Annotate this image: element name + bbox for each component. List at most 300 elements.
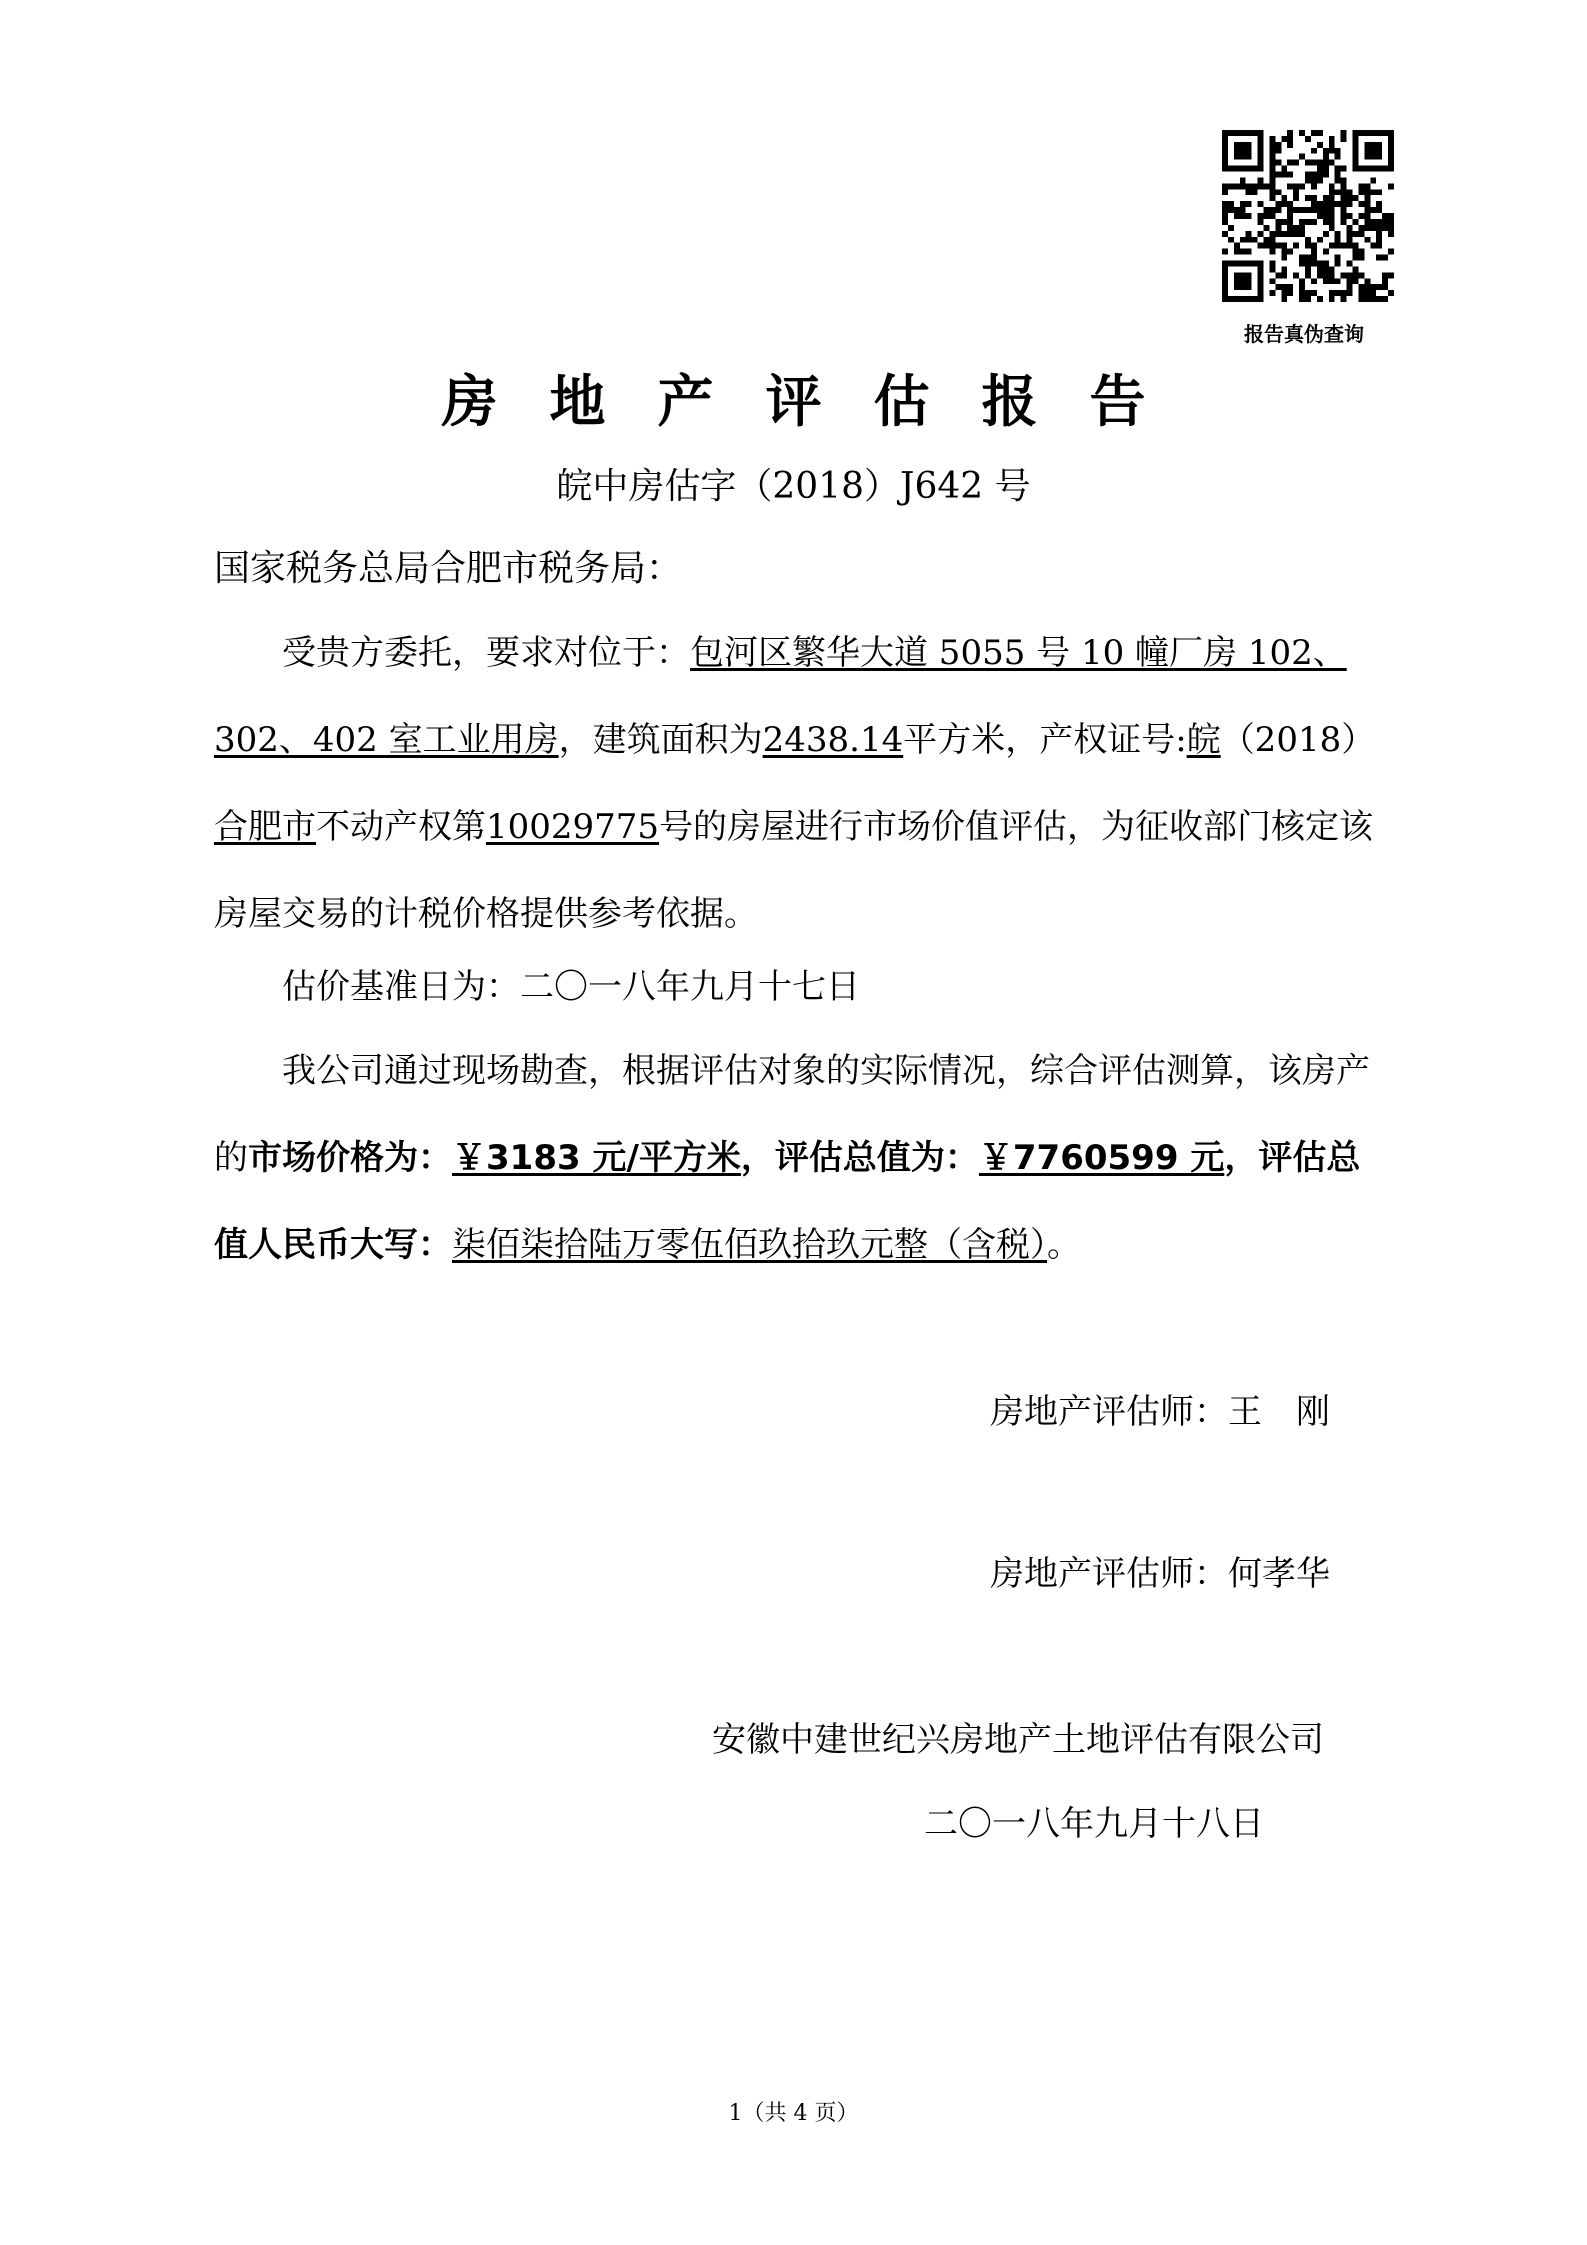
qr-module (1364, 213, 1370, 219)
qr-module (1287, 284, 1293, 290)
qr-module (1264, 207, 1270, 213)
qr-module (1358, 225, 1364, 231)
property-address: 包河区繁华大道 5055 号 10 幢厂房 102、302、402 室工业用房 (214, 633, 1347, 760)
qr-module (1364, 290, 1370, 296)
qr-module (1341, 219, 1347, 225)
qr-module (1269, 266, 1275, 272)
qr-module (1370, 225, 1376, 231)
qr-module (1287, 231, 1293, 237)
qr-module (1323, 249, 1329, 255)
qr-module (1281, 219, 1287, 225)
qr-module (1269, 237, 1275, 243)
qr-module (1317, 272, 1323, 278)
qr-module (1329, 195, 1335, 201)
qr-module (1347, 237, 1353, 243)
qr-module (1222, 166, 1228, 172)
qr-module (1335, 290, 1341, 296)
qr-module (1329, 213, 1335, 219)
qr-module (1352, 130, 1358, 136)
qr-module (1299, 278, 1305, 284)
qr-module (1341, 130, 1347, 136)
qr-module (1228, 130, 1234, 136)
qr-module (1335, 278, 1341, 284)
qr-module (1246, 142, 1252, 148)
qr-module (1311, 130, 1317, 136)
qr-module (1376, 189, 1382, 195)
qr-module (1305, 296, 1311, 302)
qr-module (1352, 142, 1358, 148)
qr-module (1376, 231, 1382, 237)
qr-module (1287, 160, 1293, 166)
qr-module (1341, 183, 1347, 189)
qr-module (1352, 278, 1358, 284)
qr-module (1258, 231, 1264, 237)
qr-module (1358, 284, 1364, 290)
qr-module (1252, 130, 1258, 136)
qr-module (1382, 296, 1388, 302)
qr-module (1287, 207, 1293, 213)
qr-module (1382, 255, 1388, 261)
qr-module (1222, 266, 1228, 272)
qr-module (1275, 219, 1281, 225)
qr-module (1269, 207, 1275, 213)
qr-module (1275, 172, 1281, 178)
qr-module (1240, 207, 1246, 213)
qr-module (1329, 160, 1335, 166)
qr-module (1376, 201, 1382, 207)
qr-module (1293, 160, 1299, 166)
qr-module (1370, 207, 1376, 213)
qr-module (1246, 296, 1252, 302)
qr-module (1234, 207, 1240, 213)
qr-module (1234, 260, 1240, 266)
qr-module (1382, 130, 1388, 136)
qr-module (1352, 266, 1358, 272)
qr-module (1234, 284, 1240, 290)
qr-module (1364, 148, 1370, 154)
qr-module (1269, 290, 1275, 296)
qr-module (1317, 296, 1323, 302)
qr-module (1246, 201, 1252, 207)
qr-module (1311, 219, 1317, 225)
qr-module (1258, 177, 1264, 183)
recipient: 国家税务总局合肥市税务局： (214, 548, 683, 589)
qr-module (1234, 154, 1240, 160)
qr-module (1352, 160, 1358, 166)
qr-module (1281, 284, 1287, 290)
qr-module (1234, 296, 1240, 302)
qr-module (1246, 189, 1252, 195)
qr-module (1258, 130, 1264, 136)
qr-module (1305, 160, 1311, 166)
qr-module (1281, 195, 1287, 201)
qr-module (1352, 231, 1358, 237)
qr-module (1388, 148, 1394, 154)
qr-module (1335, 255, 1341, 261)
qr-module (1293, 207, 1299, 213)
qr-module (1240, 249, 1246, 255)
qr-module (1341, 201, 1347, 207)
qr-module (1275, 148, 1281, 154)
qr-module (1293, 272, 1299, 278)
qr-module (1376, 296, 1382, 302)
qr-module (1382, 225, 1388, 231)
qr-module (1299, 130, 1305, 136)
qr-module (1275, 142, 1281, 148)
qr-module (1370, 177, 1376, 183)
qr-module (1246, 284, 1252, 290)
qr-module (1370, 148, 1376, 154)
qr-module (1323, 266, 1329, 272)
qr-module (1311, 172, 1317, 178)
qr-module (1352, 195, 1358, 201)
qr-module (1287, 219, 1293, 225)
qr-module (1323, 201, 1329, 207)
qr-module (1364, 278, 1370, 284)
qr-module (1252, 296, 1258, 302)
qr-module (1269, 278, 1275, 284)
qr-module (1269, 183, 1275, 189)
qr-module (1222, 201, 1228, 207)
qr-module (1305, 195, 1311, 201)
qr-module (1376, 148, 1382, 154)
valuation-date-paragraph (214, 944, 1394, 1031)
qr-module (1329, 207, 1335, 213)
qr-module (1305, 290, 1311, 296)
qr-module (1347, 290, 1353, 296)
qr-module (1311, 201, 1317, 207)
appraiser-signature-2: 房地产评估师：何孝华 (990, 1554, 1330, 1594)
qr-module (1364, 195, 1370, 201)
qr-module (1240, 183, 1246, 189)
qr-module (1234, 213, 1240, 219)
qr-module (1358, 290, 1364, 296)
qr-module (1388, 136, 1394, 142)
qr-module (1305, 266, 1311, 272)
qr-module (1222, 219, 1228, 225)
qr-module (1281, 272, 1287, 278)
page-title: 房地产评估报告 (441, 369, 1198, 435)
qr-module (1269, 177, 1275, 183)
qr-module (1246, 130, 1252, 136)
qr-module (1317, 130, 1323, 136)
qr-module (1240, 213, 1246, 219)
qr-module (1281, 172, 1287, 178)
qr-module (1222, 160, 1228, 166)
qr-module (1281, 266, 1287, 272)
qr-module (1341, 290, 1347, 296)
qr-module (1287, 142, 1293, 148)
qr-module (1382, 272, 1388, 278)
qr-module (1305, 219, 1311, 225)
qr-module (1329, 183, 1335, 189)
qr-module (1287, 183, 1293, 189)
qr-module (1335, 237, 1341, 243)
qr-module (1275, 189, 1281, 195)
qr-module (1364, 201, 1370, 207)
qr-module (1323, 278, 1329, 284)
qr-module (1269, 166, 1275, 172)
qr-module (1281, 231, 1287, 237)
qr-module (1358, 201, 1364, 207)
qr-module (1222, 278, 1228, 284)
qr-module (1352, 255, 1358, 261)
qr-module (1347, 278, 1353, 284)
qr-module (1364, 207, 1370, 213)
qr-module (1234, 166, 1240, 172)
qr-module (1299, 255, 1305, 261)
qr-module (1299, 260, 1305, 266)
qr-module (1341, 189, 1347, 195)
qr-module (1329, 266, 1335, 272)
qr-module (1317, 160, 1323, 166)
qr-module (1317, 237, 1323, 243)
qr-module (1269, 260, 1275, 266)
qr-module (1305, 172, 1311, 178)
qr-module (1352, 219, 1358, 225)
qr-module (1382, 278, 1388, 284)
qr-module (1335, 148, 1341, 154)
cert-province: 皖 (1186, 720, 1221, 760)
qr-module (1240, 284, 1246, 290)
qr-module (1376, 225, 1382, 231)
qr-module (1347, 284, 1353, 290)
qr-module (1222, 148, 1228, 154)
qr-module (1317, 166, 1323, 172)
qr-module (1287, 225, 1293, 231)
qr-module (1311, 255, 1317, 261)
qr-module (1269, 189, 1275, 195)
qr-module (1222, 284, 1228, 290)
qr-module (1376, 237, 1382, 243)
qr-module (1370, 243, 1376, 249)
qr-module (1347, 201, 1353, 207)
qr-module (1388, 249, 1394, 255)
qr-module (1341, 243, 1347, 249)
qr-module (1222, 130, 1228, 136)
commission-paragraph (214, 610, 1394, 958)
qr-module (1382, 284, 1388, 290)
qr-module (1269, 231, 1275, 237)
qr-module (1305, 136, 1311, 142)
qr-module (1246, 249, 1252, 255)
qr-module (1370, 166, 1376, 172)
qr-module (1252, 183, 1258, 189)
cert-number: 10029775 (486, 807, 660, 847)
qr-module (1258, 278, 1264, 284)
qr-module (1323, 154, 1329, 160)
qr-module (1305, 177, 1311, 183)
qr-module (1234, 249, 1240, 255)
qr-module (1370, 219, 1376, 225)
qr-module (1258, 260, 1264, 266)
qr-module (1258, 272, 1264, 278)
qr-module (1335, 177, 1341, 183)
qr-module (1299, 183, 1305, 189)
qr-module (1305, 255, 1311, 261)
qr-module (1388, 130, 1394, 136)
qr-module (1234, 243, 1240, 249)
qr-module (1258, 284, 1264, 290)
qr-module (1358, 189, 1364, 195)
p1-area-suffix: 平方米，产权证号: (903, 720, 1187, 760)
end-mark: 。 (1047, 1225, 1081, 1265)
qr-module (1281, 249, 1287, 255)
qr-module (1311, 148, 1317, 154)
qr-module (1240, 237, 1246, 243)
qr-module (1275, 284, 1281, 290)
qr-module (1311, 260, 1317, 266)
qr-module (1329, 219, 1335, 225)
qr-module (1335, 260, 1341, 266)
qr-module (1222, 189, 1228, 195)
qr-module (1329, 296, 1335, 302)
qr-module (1358, 249, 1364, 255)
qr-module (1287, 130, 1293, 136)
valuation-date: 估价基准日为：二〇一八年九月十七日 (282, 967, 860, 1007)
qr-module (1269, 213, 1275, 219)
qr-module (1281, 201, 1287, 207)
qr-module (1317, 260, 1323, 266)
qr-module (1358, 166, 1364, 172)
qr-module (1335, 231, 1341, 237)
qr-module (1305, 260, 1311, 266)
qr-module (1305, 237, 1311, 243)
qr-module (1246, 272, 1252, 278)
qr-module (1222, 296, 1228, 302)
qr-module (1376, 154, 1382, 160)
qr-module (1228, 201, 1234, 207)
qr-module (1341, 296, 1347, 302)
qr-module (1323, 166, 1329, 172)
qr-module (1335, 172, 1341, 178)
qr-module (1317, 142, 1323, 148)
qr-module (1222, 142, 1228, 148)
qr-module (1388, 154, 1394, 160)
appraiser-signature-1: 房地产评估师：王 刚 (990, 1392, 1330, 1432)
qr-module (1364, 142, 1370, 148)
qr-module (1370, 296, 1376, 302)
qr-module (1370, 142, 1376, 148)
qr-module (1246, 260, 1252, 266)
qr-module (1252, 260, 1258, 266)
qr-module (1269, 142, 1275, 148)
qr-module (1311, 249, 1317, 255)
qr-module (1234, 278, 1240, 284)
qr-module (1299, 231, 1305, 237)
qr-module (1228, 237, 1234, 243)
qr-module (1281, 136, 1287, 142)
total-value-chinese: 柒佰柒拾陆万零伍佰玖拾玖元整（含税） (452, 1225, 1047, 1265)
qr-module (1287, 249, 1293, 255)
qr-module (1388, 225, 1394, 231)
qr-module (1258, 148, 1264, 154)
qr-module (1323, 272, 1329, 278)
qr-module (1222, 260, 1228, 266)
qr-module (1364, 189, 1370, 195)
p3-prefix: 我公司通过现场勘查，根据评估对象的实际情况，综合评估测算，该房产的 (214, 1051, 1370, 1178)
qr-module (1388, 166, 1394, 172)
qr-module (1311, 177, 1317, 183)
qr-module (1323, 260, 1329, 266)
qr-module (1228, 183, 1234, 189)
qr-module (1269, 172, 1275, 178)
qr-module (1358, 130, 1364, 136)
qr-module (1299, 225, 1305, 231)
qr-module (1275, 207, 1281, 213)
qr-module (1388, 272, 1394, 278)
qr-module (1311, 207, 1317, 213)
qr-module (1287, 290, 1293, 296)
qr-module (1388, 183, 1394, 189)
qr-module (1352, 148, 1358, 154)
qr-module (1275, 160, 1281, 166)
qr-module (1317, 201, 1323, 207)
qr-module (1299, 284, 1305, 290)
qr-module (1281, 243, 1287, 249)
qr-module (1329, 142, 1335, 148)
building-area: 2438.14 (762, 720, 904, 760)
qr-module (1335, 189, 1341, 195)
qr-module (1281, 290, 1287, 296)
qr-code (1222, 130, 1394, 302)
qr-module (1341, 272, 1347, 278)
qr-module (1228, 296, 1234, 302)
qr-module (1347, 243, 1353, 249)
p1-area-prefix: ，建筑面积为 (558, 720, 763, 760)
conclusion-paragraph (214, 1028, 1394, 1289)
qr-module (1240, 130, 1246, 136)
qr-module (1364, 225, 1370, 231)
qr-module (1293, 225, 1299, 231)
qr-module (1376, 243, 1382, 249)
qr-module (1258, 213, 1264, 219)
qr-module (1246, 154, 1252, 160)
qr-module (1287, 136, 1293, 142)
qr-module (1323, 231, 1329, 237)
qr-module (1352, 136, 1358, 142)
qr-module (1275, 231, 1281, 237)
qr-module (1347, 260, 1353, 266)
qr-module (1311, 243, 1317, 249)
qr-module (1240, 260, 1246, 266)
qr-module (1258, 142, 1264, 148)
qr-module (1228, 207, 1234, 213)
qr-module (1246, 237, 1252, 243)
qr-module (1323, 172, 1329, 178)
qr-module (1358, 296, 1364, 302)
qr-module (1222, 207, 1228, 213)
page-number: 1（共 4 页） (728, 2101, 859, 2126)
cert-city: 合肥市 (214, 807, 316, 847)
qr-module (1347, 225, 1353, 231)
qr-module (1329, 290, 1335, 296)
qr-module (1323, 219, 1329, 225)
qr-module (1293, 183, 1299, 189)
qr-module (1317, 266, 1323, 272)
qr-module (1252, 189, 1258, 195)
qr-module (1234, 148, 1240, 154)
qr-module (1311, 195, 1317, 201)
qr-module (1269, 195, 1275, 201)
qr-module (1341, 213, 1347, 219)
qr-module (1370, 189, 1376, 195)
company-name: 安徽中建世纪兴房地产土地评估有限公司 (712, 1720, 1324, 1760)
qr-module (1222, 249, 1228, 255)
qr-module (1317, 213, 1323, 219)
qr-module (1228, 166, 1234, 172)
qr-module (1329, 225, 1335, 231)
